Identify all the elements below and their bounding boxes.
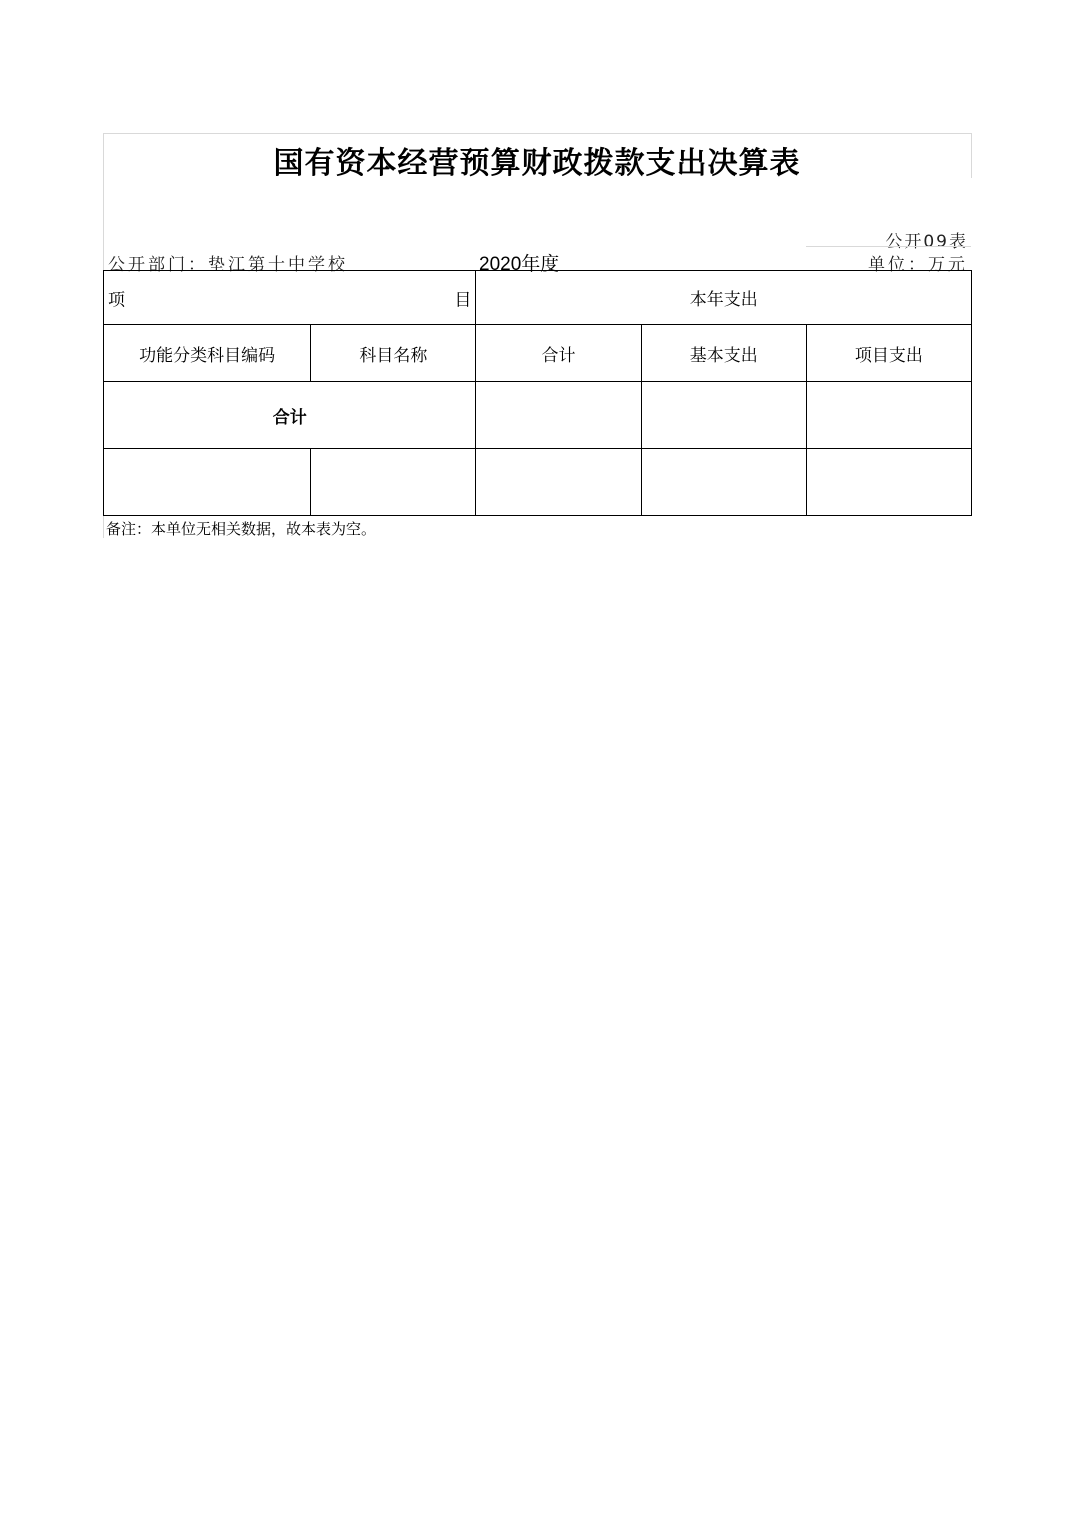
page-title: 国有资本经营预算财政拨款支出决算表 xyxy=(273,146,801,181)
total-label: 合计 xyxy=(104,382,476,449)
table-number: 公开09表 xyxy=(885,232,968,252)
column-header-code: 功能分类科目编码 xyxy=(104,325,311,382)
current-year-expense-header: 本年支出 xyxy=(476,271,972,325)
department-label: 公开部门：垫江第十中学校 xyxy=(108,255,348,275)
total-value-project xyxy=(806,382,971,449)
column-header-row xyxy=(104,325,972,382)
table-cell xyxy=(311,449,476,516)
expense-table xyxy=(103,270,972,516)
table-row xyxy=(104,449,972,516)
footnote: 备注：本单位无相关数据，故本表为空。 xyxy=(106,520,377,538)
unit-label: 单位：万元 xyxy=(868,255,968,275)
table-header-row xyxy=(104,271,972,325)
table-cell xyxy=(641,449,806,516)
fiscal-year: 2020年度 xyxy=(479,254,560,275)
total-value-sum xyxy=(476,382,641,449)
table-cell xyxy=(104,449,311,516)
column-header-total: 合计 xyxy=(476,325,641,382)
column-header-basic: 基本支出 xyxy=(641,325,806,382)
item-header-right: 目 xyxy=(454,290,472,310)
total-value-basic xyxy=(641,382,806,449)
column-header-name: 科目名称 xyxy=(311,325,476,382)
item-header-cell xyxy=(104,271,476,325)
total-row xyxy=(104,382,972,449)
table-number-divider xyxy=(806,246,971,247)
table-cell xyxy=(476,449,641,516)
table-cell xyxy=(806,449,971,516)
item-header-left: 项 xyxy=(108,290,125,310)
column-header-project: 项目支出 xyxy=(806,325,971,382)
